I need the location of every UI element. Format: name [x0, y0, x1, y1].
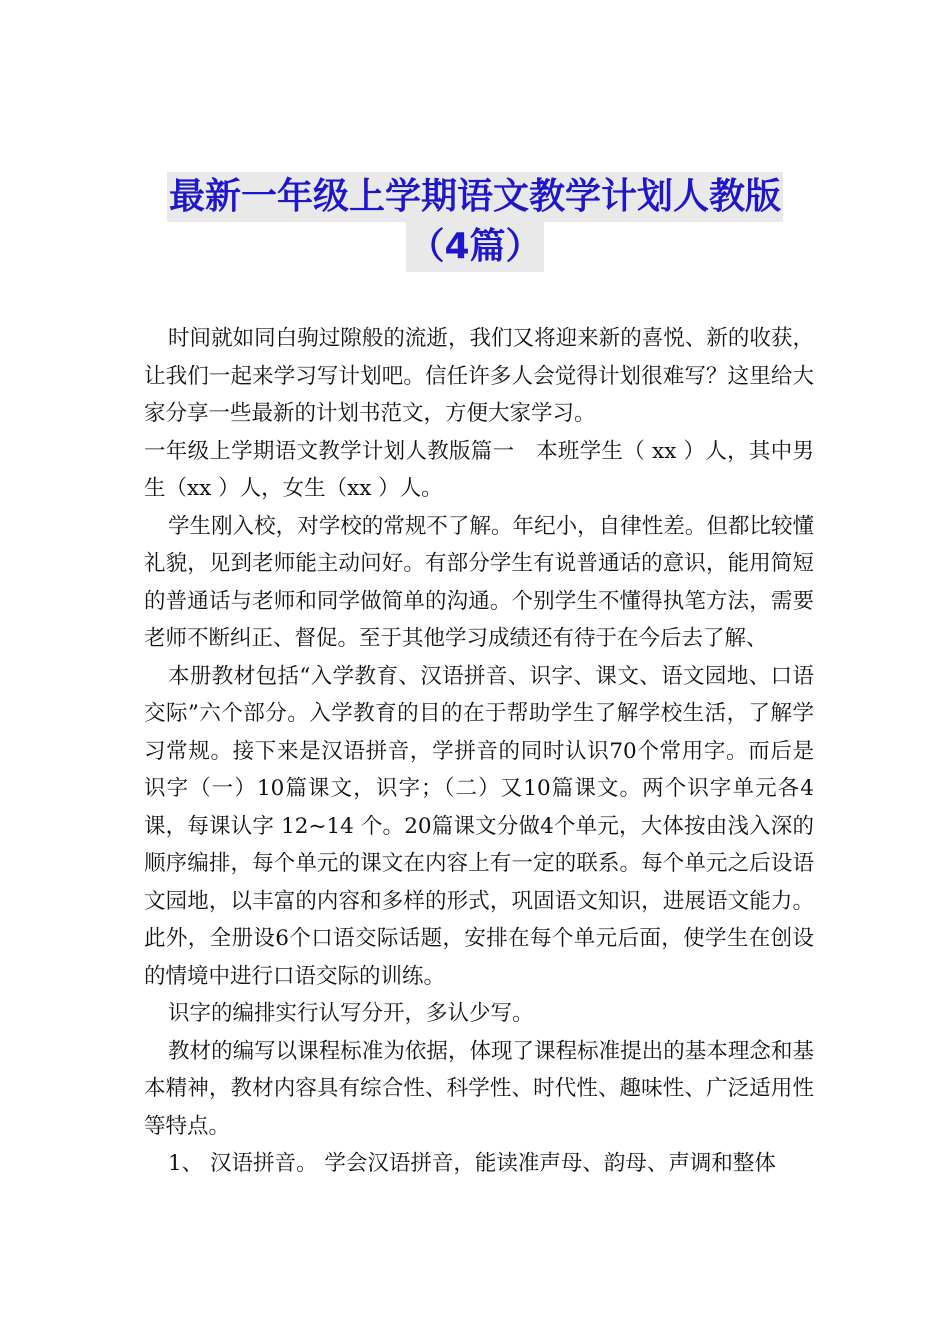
paragraph-literacy: 识字的编排实行认写分开，多认少写。 — [168, 1001, 534, 1026]
paragraph-intro: 时间就如同白驹过隙般的流逝，我们又将迎来新的喜悦、新的收获，让我们一起来学习写计划吧。信任许多人会觉得计划很难写？这里给大家分享一些最新的计划书范文，方便大家学习。 — [144, 326, 814, 426]
title-line-1: 最新一年级上学期语文教学计划人教版 — [167, 172, 783, 222]
document-title — [120, 172, 830, 272]
paragraph-class-info: 一年级上学期语文教学计划人教版篇一 本班学生（ xx ）人，其中男生（xx ）人，女生（xx ）人。 — [144, 438, 814, 501]
title-line-2: （4篇） — [406, 222, 543, 272]
paragraph-pinyin-goal: 1、 汉语拼音。 学会汉语拼音，能读准声母、韵母、声调和整体 — [168, 1151, 776, 1176]
document-body — [144, 320, 814, 1183]
paragraph-student-situation: 学生刚入校，对学校的常规不了解。年纪小，自律性差。但都比较懂礼貌，见到老师能主动问好。有部分学生有说普通话的意识，能用简短的普通话与老师和同学做简单的沟通。个别学生不懂得执笔方法，需要老师不断纠正、督促。至于其他学习成绩还有待于在今后去了解、 — [144, 513, 814, 651]
paragraph-textbook-features: 教材的编写以课程标准为依据，体现了课程标准提出的基本理念和基本精神，教材内容具有综合性、科学性、时代性、趣味性、广泛适用性等特点。 — [144, 1038, 814, 1139]
paragraph-textbook-content: 本册教材包括“入学教育、汉语拼音、识字、课文、语文园地、口语交际”六个部分。入学教育的目的在于帮助学生了解学校生活，了解学习常规。接下来是汉语拼音，学拼音的同时认识70个常用字。而后是识字（一）10篇课文，识字；（二）又10篇课文。两个识字单元各4课，每课认字 12~14 个。20篇课文分做4个单元，大体按由浅入深的顺序编排，每个单元的课文在内容上有一定的联系。每个单元之后设语文园地，以丰富的内容和多样的形式，巩固语文知识，进展语文能力。此外，全册设6个口语交际话题，安排在每个单元后面，使学生在创设的情境中进行口语交际的训练。 — [144, 663, 814, 989]
